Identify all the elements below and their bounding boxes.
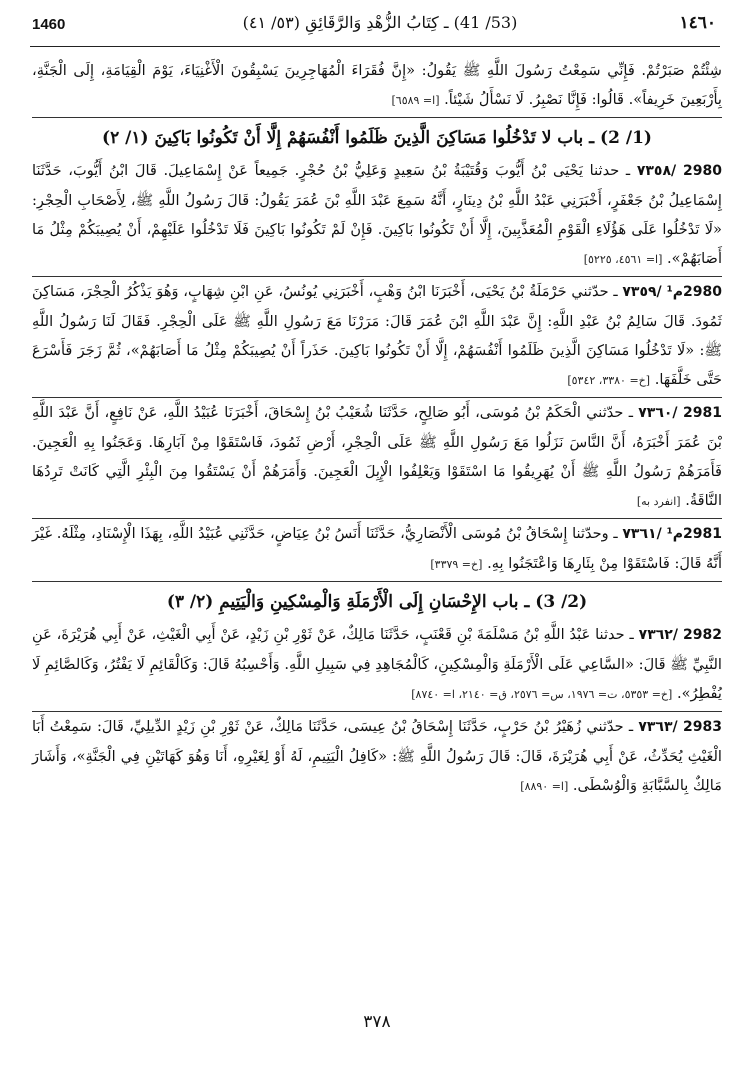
- hadith-text: ـ حدثنا عَبْدُ اللَّهِ بْنُ مَسْلَمَةَ بْنِ قَعْنَبٍ، حَدَّثَنَا مَالِكٌ، عَنْ ثَوْرِ بْنِ زَيْدٍ، عَنْ أَبِي الْغَيْثِ، عَنْ أَبِي هُرَيْرَةَ، عَنِ النَّبِيِّ ﷺ قَالَ: «السَّاعِي عَلَى الْأَرْمَلَةِ وَالْمِسْكِينِ، كَالْمُجَاهِدِ فِي سَبِيلِ اللَّهِ. وَأَحْسِبُهُ قَالَ: وَكَالْقَائِمِ لَا يَفْتُرُ، وَكَالصَّائِمِ لَا يُفْطِرُ».: [32, 626, 722, 702]
- hadith-text: ـ وحدّثنا إِسْحَاقُ بْنُ مُوسَى الْأَنْصَارِيُّ، حَدَّثَنَا أَنَسُ بْنُ عِيَاضٍ، حَدَّثَنِي عُبَيْدُ اللَّهِ، بِهَذَا الْإِسْنَادِ، مِثْلَهُ. غَيْرَ أَنَّهُ قَالَ: فَاسْتَقَوْا مِنْ بِئَارِهَا وَاعْتَجَنُوا بِهِ.: [32, 525, 722, 572]
- hadith-number: 2983 /٧٣٦٣: [638, 719, 722, 735]
- hadith-reference: [خ= ٥٣٥٣، ت= ١٩٧٦، س= ٢٥٧٦، ق= ٢١٤٠، ا= ٨٧٤٠]: [411, 688, 673, 701]
- hadith-text: ـ حدّثني الْحَكَمُ بْنُ مُوسَى، أَبُو صَالِحٍ، حَدَّثَنَا شُعَيْبُ بْنُ إِسْحَاقَ، أَخْبَرَنَا عُبَيْدُ اللَّهِ، عَنْ نَافِعٍ، أَنَّ عَبْدَ اللَّهِ بْنَ عُمَرَ أَخْبَرَهُ، أَنَّ النَّاسَ نَزَلُوا مَعَ رَسُولِ اللَّهِ ﷺ عَلَى الْحِجْرِ، أَرْضِ ثَمُودَ، فَاسْتَقَوْا مِنْ آبَارِهَا. وَعَجَنُوا بِهِ الْعَجِينَ. فَأَمَرَهُمْ رَسُولُ اللَّهِ ﷺ أَنْ يُهَرِيقُوا مَا اسْتَقَوْا وَيَعْلِفُوا الْإِبِلَ الْعَجِينَ. وَأَمَرَهُمْ أَنْ يَسْتَقُوا مِنَ الْبِئْرِ الَّتِي كَانَتْ تَرِدُهَا النَّاقَةُ.: [32, 404, 722, 509]
- hadith-2980m: [32, 277, 722, 398]
- hadith-reference: [ا= ٨٨٩٠]: [520, 780, 569, 793]
- hadith-number: 2982 /٧٣٦٢: [638, 627, 723, 643]
- hadith-2980: [32, 156, 722, 277]
- hadith-text: ـ حدثنا يَحْيَى بْنُ أَيُّوبَ وَقُتَيْبَةُ بْنُ سَعِيدٍ وَعَلِيُّ بْنُ حُجْرٍ. جَمِيعاً عَنْ إِسْمَاعِيلَ. قَالَ ابْنُ أَيُّوبَ، حَدَّثَنَا إِسْمَاعِيلُ بْنُ جَعْفَرٍ، أَخْبَرَنِي عَبْدُ اللَّهِ بْنُ دِينَارٍ، أَنَّهُ سَمِعَ عَبْدَ اللَّهِ بْنَ عُمَرَ يَقُولُ: قَالَ رَسُولُ اللَّهِ ﷺ، لِأَصْحَابِ الْحِجْرِ: «لَا تَدْخُلُوا عَلَى هَؤُلَاءِ الْقَوْمِ الْمُعَذَّبِينَ، إِلَّا أَنْ تَكُونُوا بَاكِينَ. فَإِنْ لَمْ تَكُونُوا بَاكِينَ فَلَا تَدْخُلُوا عَلَيْهِمْ، أَنْ يُصِيبَكُمْ مِثْلُ مَا أَصَابَهُمْ».: [32, 162, 722, 267]
- hadith-reference: [ا= ٤٥٦١، ٥٢٢٥]: [583, 253, 663, 266]
- hadith-2981m: [32, 519, 722, 582]
- hadith-number: 2980م¹ /٧٣٥٩: [622, 284, 722, 300]
- hadith-2982: [32, 620, 722, 712]
- hadith-reference: [خ= ٣٣٧٩]: [430, 558, 483, 571]
- chapter-heading-2: (2/ 3) ـ باب الإِحْسَانِ إِلَى الْأَرْمَلَةِ وَالْمِسْكِينِ وَالْيَتِيمِ (٢/ ٣): [166, 592, 588, 612]
- intro-paragraph: [32, 56, 722, 115]
- hadith-text: ـ حدّثني حَرْمَلَةُ بْنُ يَحْيَى، أَخْبَرَنَا ابْنُ وَهْبٍ، أَخْبَرَنِي يُونُسُ، عَنِ ابْنِ شِهَابٍ، وَهُوَ يَذْكُرُ الْحِجْرَ، مَسَاكِنَ ثَمُودَ. قَالَ سَالِمُ بْنُ عَبْدِ اللَّهِ: إِنَّ عَبْدَ اللَّهِ ابْنَ عُمَرَ قَالَ: مَرَرْنَا مَعَ رَسُولِ اللَّهِ ﷺ عَلَى الْحِجْرِ. فَقَالَ لَنَا رَسُولُ اللَّهِ ﷺ: «لَا تَدْخُلُوا مَسَاكِنَ الَّذِينَ ظَلَمُوا أَنْفُسَهُمْ، إِلَّا أَنْ تَكُونُوا بَاكِينَ. حَذَراً أَنْ يُصِيبَكُمْ مِثْلُ مَا أَصَابَهُمْ»، ثُمَّ زَجَرَ فَأَسْرَعَ حَتَّى خَلَّفَهَا.: [32, 283, 722, 388]
- page-number-arabic: ١٤٦٠: [679, 13, 716, 33]
- intro-text: شِئْتُمْ صَبَرْتُمْ. فَإِنِّي سَمِعْتُ رَسُولَ اللَّهِ ﷺ يَقُولُ: «إِنَّ فُقَرَاءَ الْمُهَاجِرِينَ يَسْبِقُونَ الْأَغْنِيَاءَ، يَوْمَ الْقِيَامَةِ، إِلَى الْجَنَّةِ، بِأَرْبَعِينَ خَرِيفاً». قَالُوا: فَإِنَّا نَصْبِرُ. لَا نَسْأَلُ شَيْئاً.: [32, 62, 722, 108]
- hadith-2981: [32, 398, 722, 519]
- hadith-text: ـ حدّثني زُهَيْرُ بْنُ حَرْبٍ، حَدَّثَنَا إِسْحَاقُ بْنُ عِيسَى، حَدَّثَنَا مَالِكٌ، عَنْ ثَوْرِ بْنِ زَيْدٍ الدِّيلِيِّ، قَالَ: سَمِعْتُ أَبَا الْغَيْثِ يُحَدِّثُ، عَنْ أَبِي هُرَيْرَةَ، قَالَ: قَالَ رَسُولُ اللَّهِ ﷺ: «كَافِلُ الْيَتِيمِ، لَهُ أَوْ لِغَيْرِهِ، أَنَا وَهُوَ كَهَاتَيْنِ فِي الْجَنَّةِ»، وَأَشَارَ مَالِكٌ بِالسَّبَّابَةِ وَالْوُسْطَى.: [32, 718, 722, 794]
- hadith-number: 2981 /٧٣٦٠: [638, 405, 722, 421]
- hadith-2983: [32, 712, 722, 803]
- hadith-number: 2981م¹ /٧٣٦١: [622, 526, 722, 542]
- intro-reference: [ا= ٦٥٨٩]: [391, 94, 440, 107]
- hadith-reference: [انفرد به]: [636, 495, 681, 508]
- page-body: [32, 56, 722, 803]
- page-number-latin: 1460: [32, 16, 66, 33]
- hadith-number: 2980 /٧٣٥٨: [636, 163, 722, 179]
- page-header: [30, 10, 720, 47]
- page-footer-number: ٣٧٨: [363, 1012, 391, 1032]
- chapter-heading-1: (1/ 2) ـ باب لا تَدْخُلُوا مَسَاكِنَ الَّذِينَ ظَلَمُوا أَنْفُسَهُمْ إِلَّا أَنْ تَكُونُوا بَاكِينَ (١/ ٢): [102, 128, 652, 148]
- running-title: (53/ 41) ـ كِتَابُ الزُّهْدِ وَالرَّقَائِقِ (٥٣/ ٤١): [242, 13, 518, 32]
- hadith-reference: [خ= ٣٣٨٠، ٥٣٤٢]: [567, 374, 651, 387]
- intro-block: [32, 56, 722, 118]
